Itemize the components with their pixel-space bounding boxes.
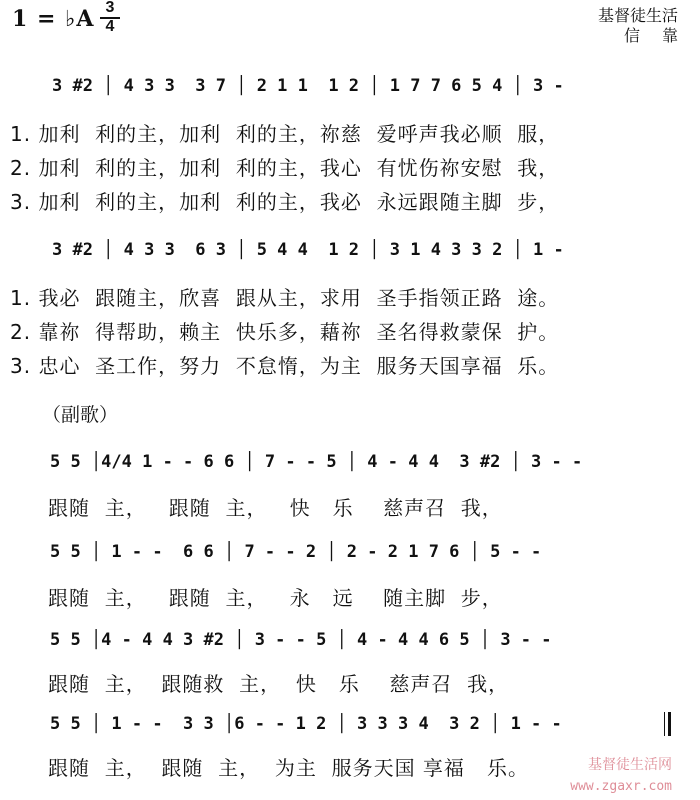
time-signature-bottom: 4 — [100, 17, 120, 35]
chorus-notation-3: 5 5 │4 - 4 4 3 #2 │ 3 - - 5 │ 4 - 4 4 6 5 │ 3 - - — [50, 630, 552, 650]
lyric-line-2-2: 2. 靠祢 得帮助，赖主 快乐多，藉祢 圣名得救蒙保 护。 — [10, 320, 560, 344]
key-signature: 1 = ♭A — [12, 6, 95, 32]
lyric-line-1-2: 2. 加利 利的主，加利 利的主，我心 有忧伤祢安慰 我， — [10, 156, 560, 180]
notation-line-1: 3 #2 │ 4 3 3 3 7 │ 2 1 1 1 2 │ 1 7 7 6 5 4 │ 3 - — [52, 76, 564, 96]
chorus-notation-2: 5 5 │ 1 - - 6 6 │ 7 - - 2 │ 2 - 2 1 7 6 │ 5 - - — [50, 542, 542, 562]
lyric-line-1-1: 1. 加利 利的主，加利 利的主，祢慈 爱呼声我必顺 服， — [10, 122, 560, 146]
chorus-lyric-2: 跟随 主， 跟随 主， 永 远 随主脚 步， — [48, 586, 503, 610]
final-barline-thin — [664, 712, 665, 736]
watermark-url: www.zgaxr.com — [570, 779, 672, 794]
lyric-line-1-3: 3. 加利 利的主，加利 利的主，我必 永远跟随主脚 步， — [10, 190, 560, 214]
chorus-label: （副歌） — [42, 404, 119, 426]
notation-line-2: 3 #2 │ 4 3 3 6 3 │ 5 4 4 1 2 │ 3 1 4 3 3 2 │ 1 - — [52, 240, 564, 260]
chorus-lyric-3: 跟随 主， 跟随救 主， 快 乐 慈声召 我， — [48, 672, 510, 696]
chorus-lyric-4: 跟随 主， 跟随 主， 为主 服务天国 享福 乐。 — [48, 756, 530, 780]
time-signature-top: 3 — [105, 0, 115, 16]
watermark: 基督徒生活网 — [588, 757, 672, 773]
lyric-line-2-3: 3. 忠心 圣工作，努力 不怠惰，为主 服务天国享福 乐。 — [10, 354, 560, 378]
chorus-notation-4: 5 5 │ 1 - - 3 3 │6 - - 1 2 │ 3 3 3 4 3 2 │ 1 - - — [50, 714, 562, 734]
chorus-notation-1: 5 5 │4/4 1 - - 6 6 │ 7 - - 5 │ 4 - 4 4 3 #2 │ 3 - - — [50, 452, 583, 472]
credits — [597, 6, 700, 46]
time-signature — [100, 0, 120, 35]
lyric-line-2-1: 1. 我必 跟随主，欣喜 跟从主，求用 圣手指领正路 途。 — [10, 286, 560, 310]
chorus-lyric-1: 跟随 主， 跟随 主， 快 乐 慈声召 我， — [48, 496, 503, 520]
source-label: 基督徒生活 — [597, 6, 678, 25]
final-barline-thick — [668, 712, 671, 736]
title-label: 信靠 — [623, 26, 700, 45]
